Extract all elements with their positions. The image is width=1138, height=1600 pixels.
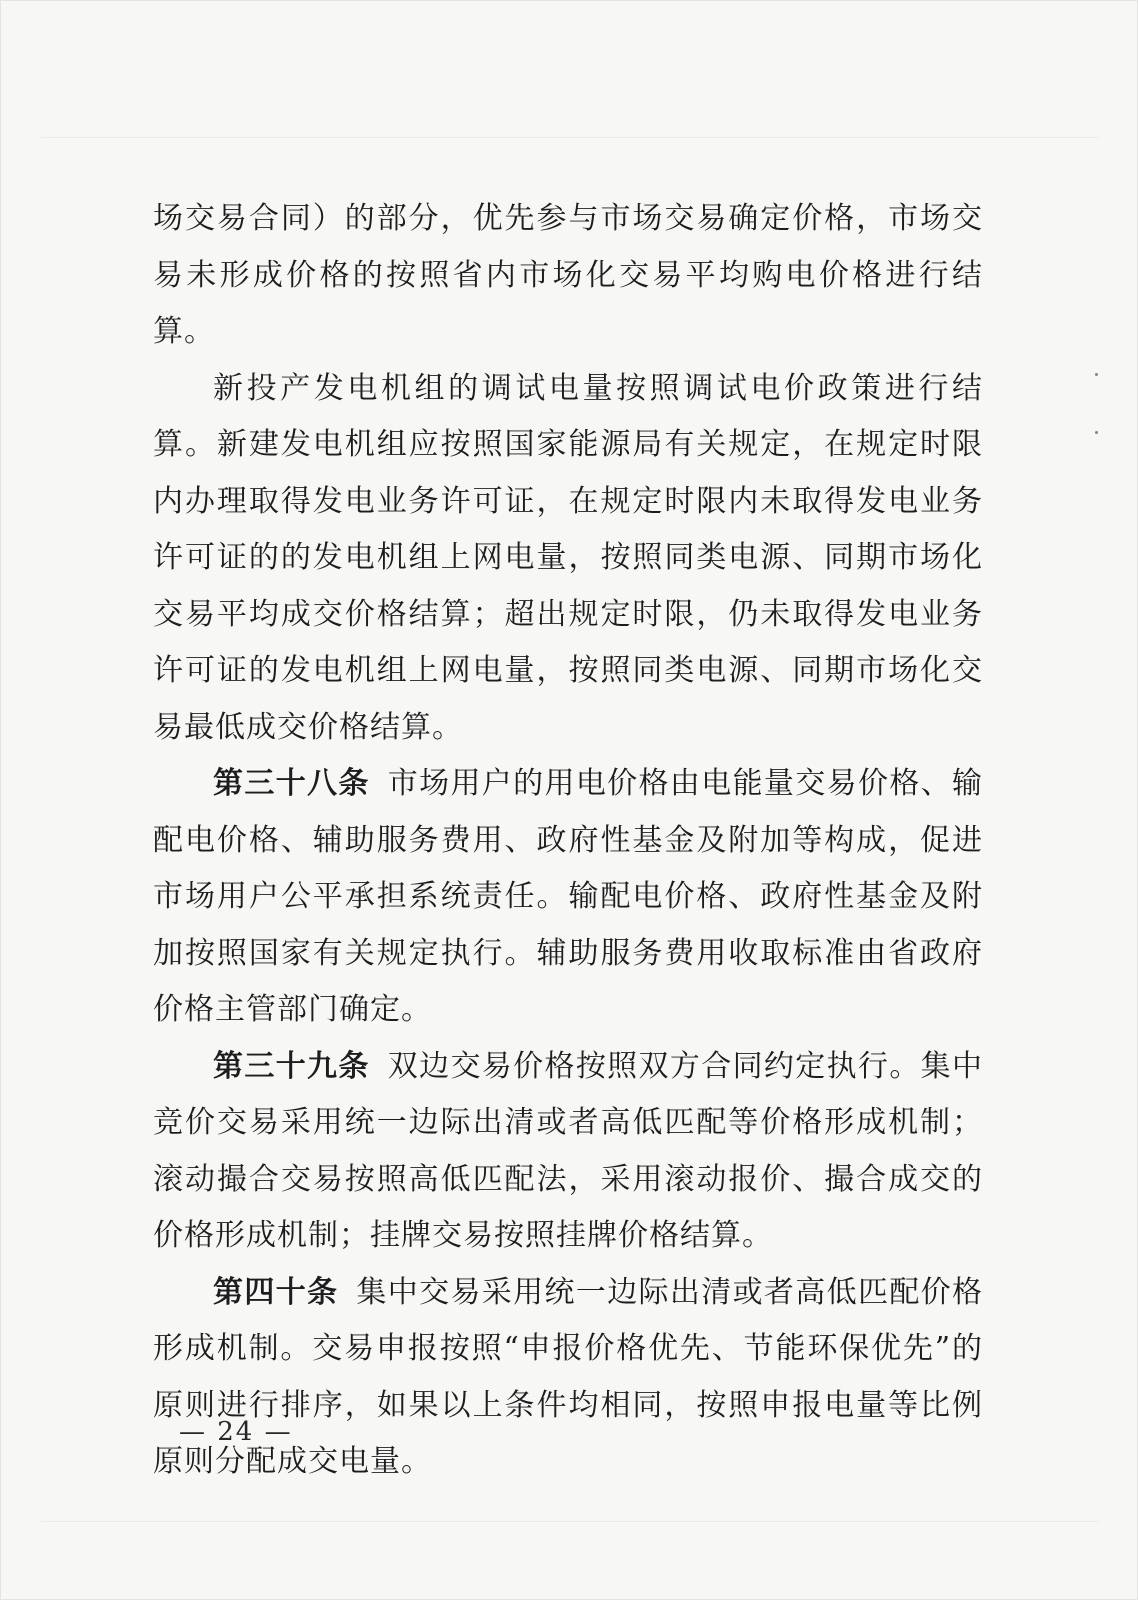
article-label: 第三十八条 [213, 766, 370, 801]
article-40 [153, 1265, 983, 1491]
paragraph-text: 集中交易采用统一边际出清或者高低匹配价格形成机制。交易申报按照“申报价格优先、节能环保优先”的原则进行排序，如果以上条件均相同，按照申报电量等比例原则分配成交电量。 [153, 1274, 984, 1479]
article-label: 第三十九条 [213, 1048, 370, 1084]
article-39 [153, 1039, 983, 1265]
page-number: — 24 — [179, 1417, 293, 1447]
paragraph-new-units [153, 361, 983, 757]
scan-speck [1095, 431, 1098, 434]
article-label: 第四十条 [213, 1274, 339, 1310]
article-38 [153, 756, 983, 1039]
paragraph-continued [153, 191, 983, 361]
paragraph-text: 新投产发电机组的调试电量按照调试电价政策进行结算。新建发电机组应按照国家能源局有关规定，在规定时限内办理取得发电业务许可证，在规定时限内未取得发电业务许可证的的发电机组上网电量，按照同类电源、同期市场化交易平均成交价格结算；超出规定时限，仍未取得发电业务许可证的发电机组上网电量，按照同类电源、同期市场化交易最低成交价格结算。 [153, 370, 983, 745]
paragraph-text: 市场用户的用电价格由电能量交易价格、输配电价格、辅助服务费用、政府性基金及附加等构成，促进市场用户公平承担系统责任。输配电价格、政府性基金及附加按照国家有关规定执行。辅助服务费用收取标准由省政府价格主管部门确定。 [153, 766, 984, 1027]
scan-speck [1095, 373, 1098, 376]
scan-artifact-line [41, 137, 1099, 138]
paragraph-text: 场交易合同）的部分，优先参与市场交易确定价格，市场交易未形成价格的按照省内市场化交易平均购电价格进行结算。 [153, 201, 983, 349]
paragraph-text: 双边交易价格按照双方合同约定执行。集中竞价交易采用统一边际出清或者高低匹配等价格形成机制；滚动撮合交易按照高低匹配法，采用滚动报价、撮合成交的价格形成机制；挂牌交易按照挂牌价格结算。 [153, 1048, 984, 1253]
scan-artifact-line [41, 1521, 1099, 1522]
body-text [153, 191, 983, 1491]
